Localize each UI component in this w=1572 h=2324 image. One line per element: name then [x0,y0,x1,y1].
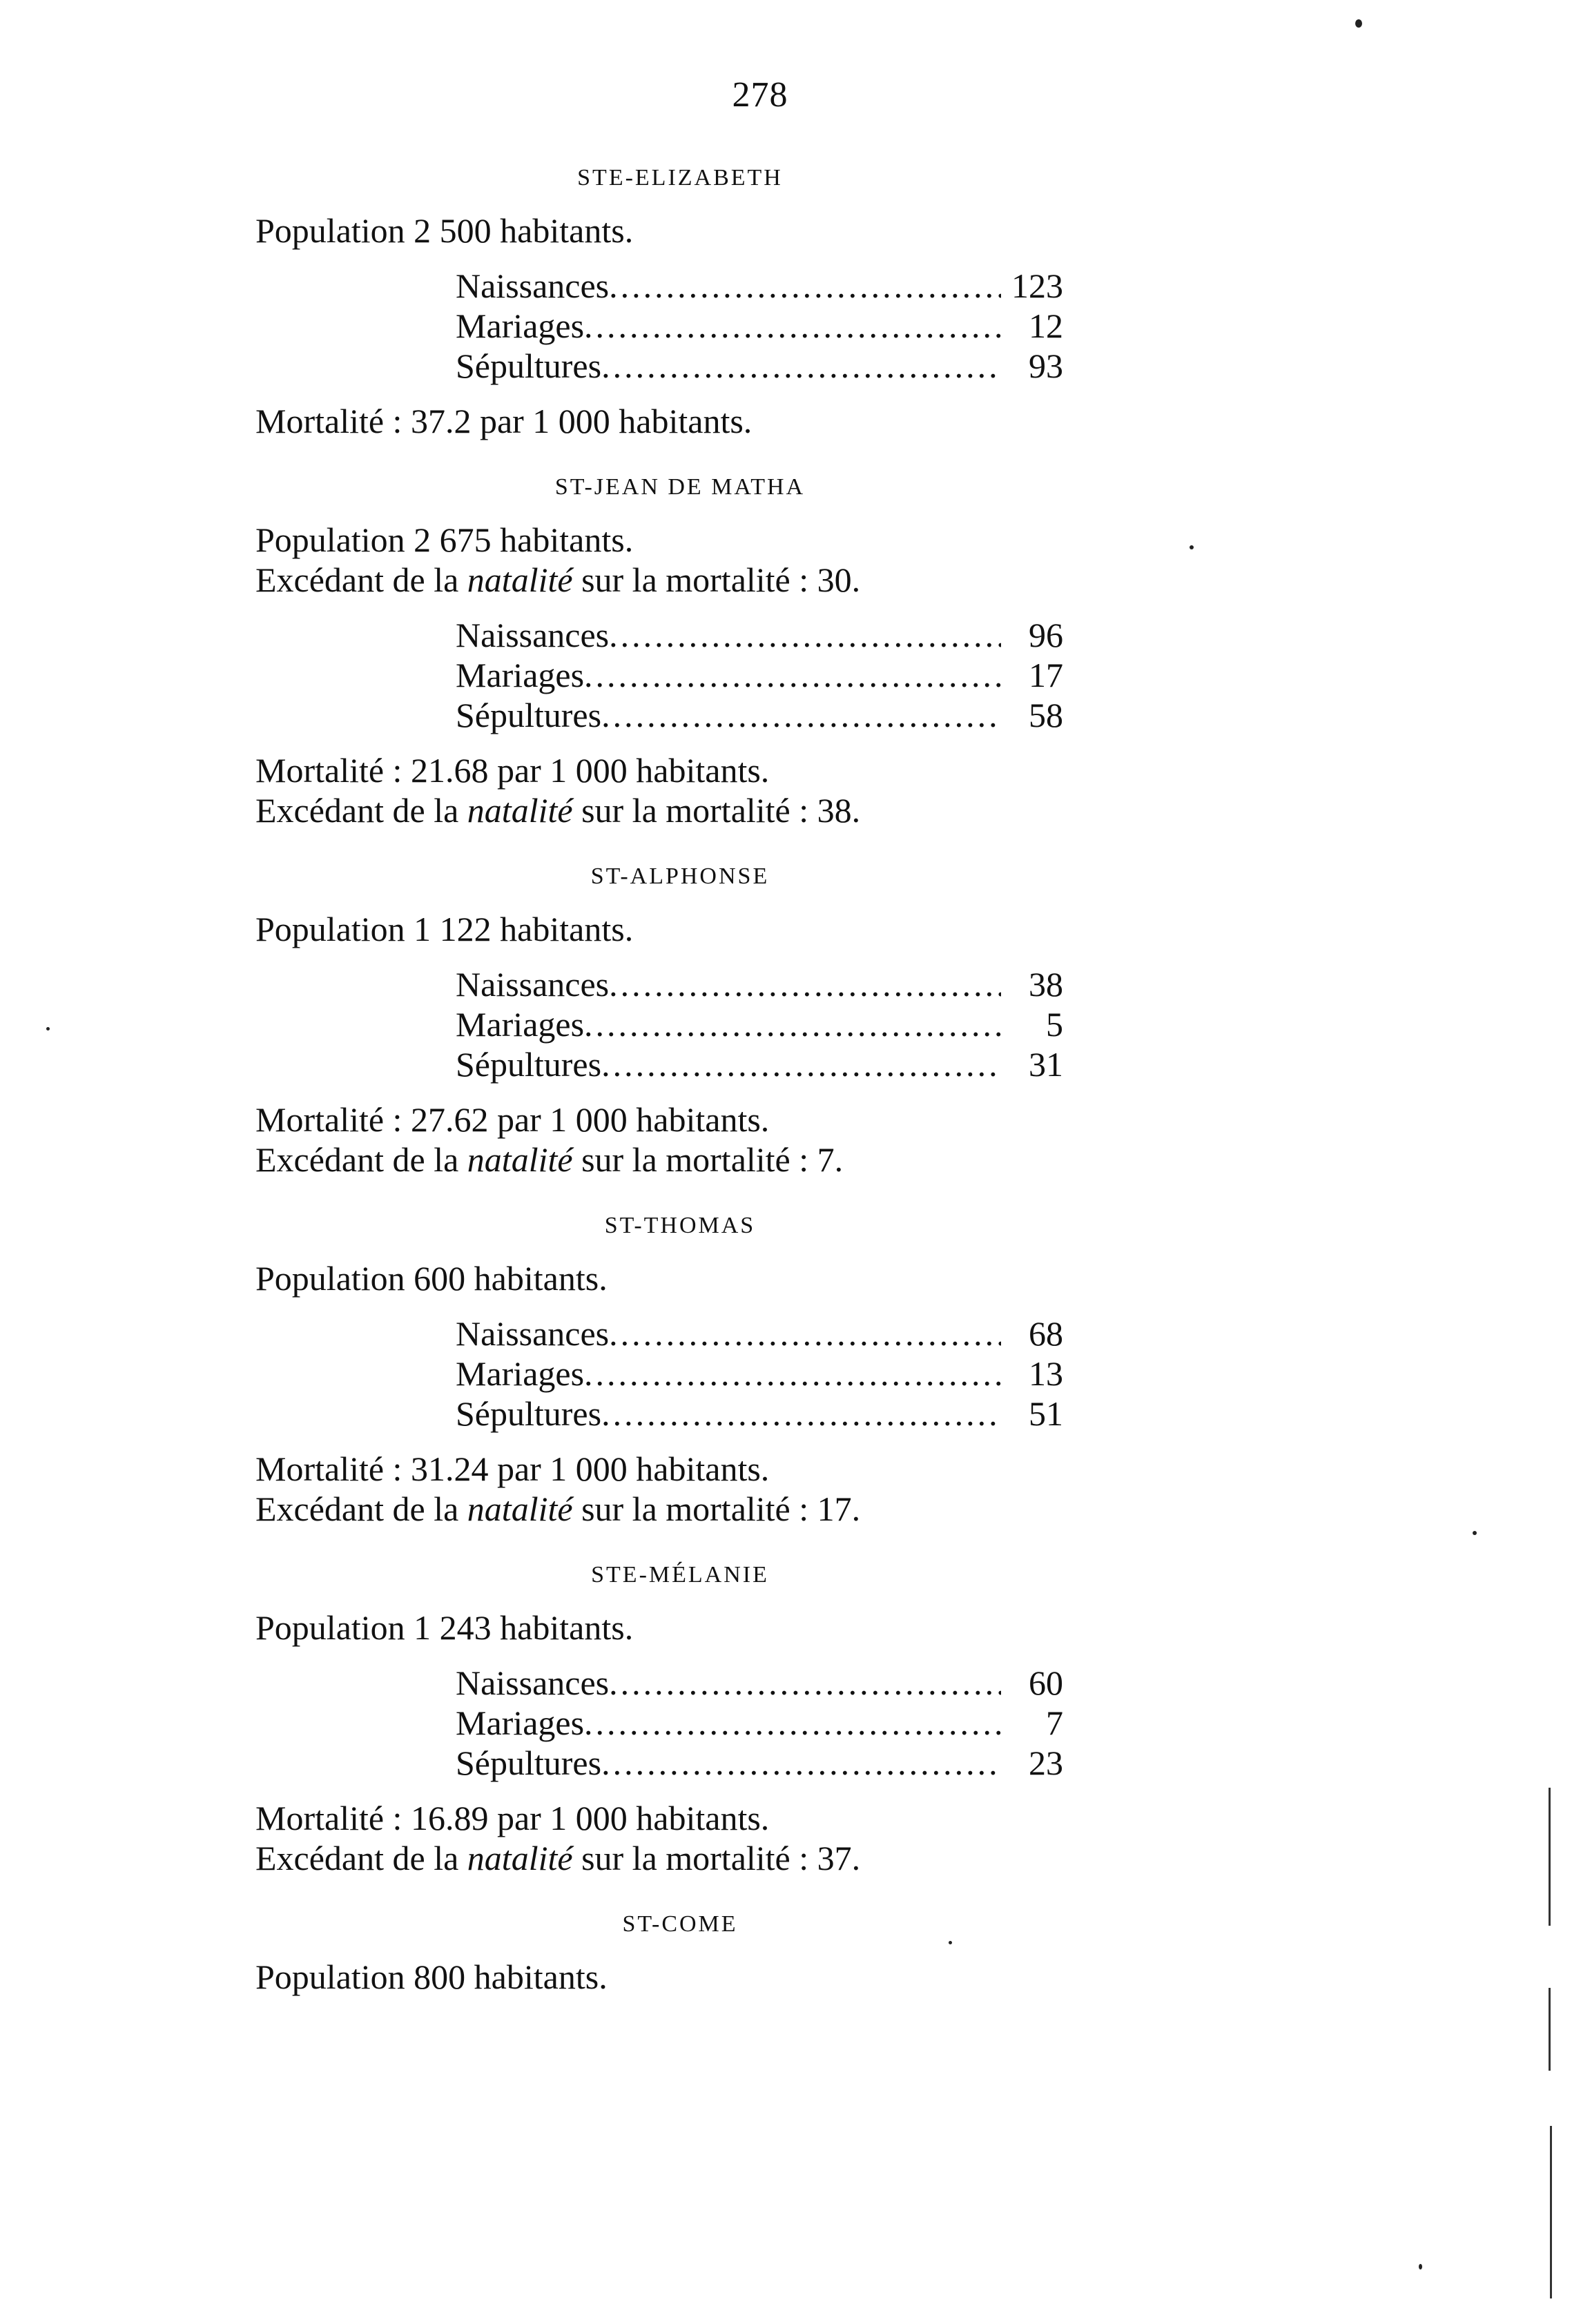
stats-list [456,1663,1063,1783]
dot-leader [609,266,1001,306]
parish-section [255,1206,1070,1552]
scan-speck [46,1027,50,1031]
excedant-suffix: sur la mortalité : 17. [572,1490,861,1528]
population-line: Population 1 243 habitants. [255,1608,634,1647]
mortalite-line: Mortalité : 27.62 par 1 000 habitants. [255,1100,770,1139]
excedant-italic: natalité [467,791,573,830]
stat-label: Mariages [456,656,585,694]
population-line: Population 2 675 habitants. [255,520,634,559]
stat-value: 23 [1029,1744,1063,1782]
stat-row [456,1004,1063,1044]
stat-label: Sépultures [456,346,602,385]
dot-leader [584,655,1001,695]
section-heading: ST-ALPHONSE [590,863,770,889]
population-line: Population 600 habitants. [255,1259,608,1298]
dot-leader [609,1314,1001,1354]
section-heading: ST-JEAN DE MATHA [554,474,806,500]
stat-value: 12 [1029,306,1063,345]
excedant-line [255,1140,1070,1180]
stat-value: 68 [1029,1314,1063,1353]
excedant-prefix: Excédant de la [255,791,467,830]
stat-value: 31 [1029,1045,1063,1084]
stat-label: Mariages [456,1703,585,1742]
stat-value: 7 [1046,1703,1063,1742]
stat-row [456,1354,1063,1394]
section-heading: STE-ELIZABETH [577,165,783,191]
dot-leader [601,346,1001,386]
stat-row [456,964,1063,1004]
stat-row [456,306,1063,346]
stat-value: 93 [1029,346,1063,385]
stat-label: Naissances [456,1663,610,1702]
margin-mark [1549,1788,1551,1926]
stat-row [456,695,1063,735]
stat-label: Naissances [456,266,610,305]
dot-leader [584,1354,1001,1394]
population-line: Population 2 500 habitants. [255,211,634,250]
stat-label: Naissances [456,965,610,1004]
stat-row [456,1394,1063,1434]
excedant-prefix: Excédant de la [255,1490,467,1528]
dot-leader [601,695,1001,735]
excedant-italic: natalité [467,1490,573,1528]
dot-leader [584,1004,1001,1044]
stat-label: Mariages [456,1005,585,1044]
excedant-line [255,560,1070,600]
population-line: Population 1 122 habitants. [255,910,634,948]
excedant-prefix: Excédant de la [255,1839,467,1877]
excedant-italic: natalité [467,1140,573,1179]
stats-list [456,615,1063,735]
dot-leader [609,1663,1001,1703]
mortalite-line: Mortalité : 21.68 par 1 000 habitants. [255,751,770,790]
stats-list [456,266,1063,386]
population-line: Population 800 habitants. [255,1957,608,1996]
stat-row [456,346,1063,386]
excedant-suffix: sur la mortalité : 38. [572,791,861,830]
section-heading: ST-THOMAS [604,1213,756,1238]
excedant-italic: natalité [467,1839,573,1877]
scan-speck [1419,2264,1422,2269]
page-number: 278 [732,75,788,115]
excedant-line [255,1489,1070,1529]
parish-section [255,1555,1070,1902]
document-body [255,155,1070,2020]
stat-value: 13 [1029,1354,1063,1393]
excedant-suffix: sur la mortalité : 37. [572,1839,861,1877]
parish-section [255,467,1070,854]
dot-leader [609,615,1001,655]
stat-label: Sépultures [456,1744,602,1782]
section-heading: STE-MÉLANIE [591,1562,769,1588]
stat-row [456,1743,1063,1783]
stat-row [456,655,1063,695]
excedant-suffix: sur la mortalité : 7. [572,1140,844,1179]
stat-value: 96 [1029,616,1063,654]
mortalite-line: Mortalité : 16.89 par 1 000 habitants. [255,1799,770,1837]
excedant-line [255,1838,1070,1878]
stat-label: Mariages [456,306,585,345]
mortalite-line: Mortalité : 37.2 par 1 000 habitants. [255,402,753,440]
stat-value: 51 [1029,1394,1063,1433]
excedant-line [255,790,1070,830]
scan-speck [1190,545,1194,549]
dot-leader [584,306,1001,346]
margin-mark [1549,1988,1551,2071]
parish-section [255,857,1070,1203]
scan-speck [1355,19,1362,28]
parish-section [255,1904,1070,2020]
stats-list [456,1314,1063,1434]
dot-leader [584,1703,1001,1743]
margin-mark [1550,2126,1552,2298]
stat-label: Naissances [456,1314,610,1353]
stat-value: 38 [1029,965,1063,1004]
section-heading: ST-COME [622,1911,738,1937]
stat-row [456,1663,1063,1703]
stats-list [456,964,1063,1084]
stat-label: Sépultures [456,1045,602,1084]
stat-row [456,1314,1063,1354]
excedant-prefix: Excédant de la [255,560,467,599]
stat-row [456,1703,1063,1743]
stat-label: Naissances [456,616,610,654]
stat-row [456,1044,1063,1084]
dot-leader [601,1394,1001,1434]
parish-section [255,158,1070,465]
stat-value: 5 [1046,1005,1063,1044]
scan-speck [1473,1531,1477,1535]
stat-value: 17 [1029,656,1063,694]
stat-value: 58 [1029,696,1063,734]
excedant-suffix: sur la mortalité : 30. [572,560,861,599]
stat-value: 123 [1011,266,1063,305]
dot-leader [601,1044,1001,1084]
excedant-prefix: Excédant de la [255,1140,467,1179]
dot-leader [609,964,1001,1004]
dot-leader [601,1743,1001,1783]
excedant-italic: natalité [467,560,573,599]
stat-label: Sépultures [456,696,602,734]
stat-row [456,266,1063,306]
stat-row [456,615,1063,655]
mortalite-line: Mortalité : 31.24 par 1 000 habitants. [255,1449,770,1488]
stat-label: Sépultures [456,1394,602,1433]
scan-speck [949,1941,952,1944]
stat-label: Mariages [456,1354,585,1393]
stat-value: 60 [1029,1663,1063,1702]
